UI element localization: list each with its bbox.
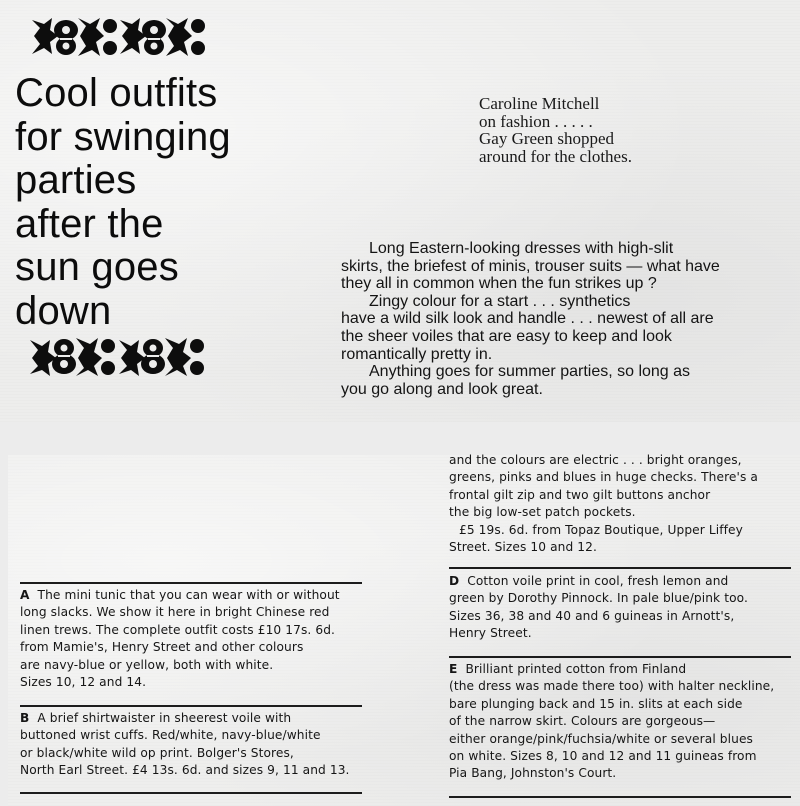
headline-line: for swinging [15,114,231,159]
caption-text: A brief shirtwaister in sheerest voile with [37,711,292,725]
caption-line: frontal gilt zip and two gilt buttons anchor [449,487,711,502]
intro-line: skirts, the briefest of minis, trouser suits — what have [341,257,720,275]
caption-line: £5 19s. 6d. from Topaz Boutique, Upper Liffey [459,522,743,537]
intro-line: Zingy colour for a start . . . synthetics [369,292,631,310]
caption-line: Sizes 36, 38 and 40 and 6 guineas in Arnott's, [449,608,735,623]
divider-rule [20,705,362,707]
caption-text: Brilliant printed cotton from Finland [465,662,687,676]
headline-line: Cool outfits [15,71,218,115]
caption-line: buttoned wrist cuffs. Red/white, navy-blue/white [20,728,321,743]
caption-letter: B [20,711,30,725]
intro-line: Anything goes for summer parties, so long as [369,363,691,381]
caption-line [449,573,794,590]
headline [15,72,285,333]
caption-line: greens, pinks and blues in huge checks. There's a [449,470,758,485]
caption-line: or black/white wild op print. Bolger's Stores, [20,745,294,760]
byline-line: around for the clothes. [479,146,632,166]
divider-rule [449,796,791,798]
caption-line [449,661,794,678]
intro-line: Long Eastern-looking dresses with high-slit [369,240,674,257]
intro-line: have a wild silk look and handle . . . newest of all are [341,310,714,328]
caption-continued [449,452,794,556]
caption-line: either orange/pink/fuchsia/white or several blues [449,731,753,746]
headline-line: sun goes [15,245,179,289]
caption-line: the big low-set patch pockets. [449,505,636,520]
caption-letter: A [20,588,30,602]
caption-b [20,710,380,780]
intro-paragraphs [341,240,791,398]
caption-letter: E [449,662,458,676]
caption-a [20,587,380,691]
headline-line: down [15,288,112,333]
caption-text: Cotton voile print in cool, fresh lemon and [467,574,729,588]
caption-letter: D [449,574,460,588]
caption-line: and the colours are electric . . . bright oranges, [449,453,742,467]
ornamental-border-icon [28,334,206,380]
ornamental-border-icon [30,14,206,60]
caption-line: Henry Street. [449,626,532,641]
byline-line: Gay Green shopped [479,129,615,148]
intro-line: the sheer voiles that are easy to keep and look [341,327,672,345]
caption-line: are navy-blue or yellow, both with white. [20,657,274,672]
intro-line: they all in common when the fun strikes up ? [341,275,657,293]
caption-d [449,573,794,643]
caption-line [20,710,380,727]
byline-author: Caroline Mitchell [479,94,600,113]
caption-line: of the narrow skirt. Colours are gorgeous— [449,714,716,729]
divider-rule [20,792,362,794]
caption-line: Pia Bang, Johnston's Court. [449,766,617,781]
byline [479,95,759,165]
divider-rule [449,567,791,569]
caption-line: North Earl Street. £4 13s. 6d. and sizes 9, 11 and 13. [20,763,350,778]
caption-text: The mini tunic that you can wear with or without [37,588,340,602]
caption-line [20,587,380,604]
caption-line: from Mamie's, Henry Street and other colours [20,640,304,655]
divider-rule [20,582,362,584]
intro-line: romantically pretty in. [341,345,493,363]
caption-line: Sizes 10, 12 and 14. [20,675,147,690]
caption-e [449,661,794,783]
byline-line: on fashion . . . . . [479,111,593,131]
headline-line: parties [15,158,137,202]
caption-line: bare plunging back and 15 in. slits at each side [449,696,743,711]
caption-line: linen trews. The complete outfit costs £10 17s. 6d. [20,622,336,637]
caption-line: green by Dorothy Pinnock. In pale blue/pink too. [449,591,748,606]
intro-line: you go along and look great. [341,380,543,398]
caption-line: (the dress was made there too) with halter neckline, [449,679,775,694]
headline-line: after the [15,201,164,246]
caption-line: on white. Sizes 8, 10 and 12 and 11 guineas from [449,749,757,764]
caption-line: Street. Sizes 10 and 12. [449,540,597,555]
divider-rule [449,656,791,658]
caption-line: long slacks. We show it here in bright Chinese red [20,605,330,620]
